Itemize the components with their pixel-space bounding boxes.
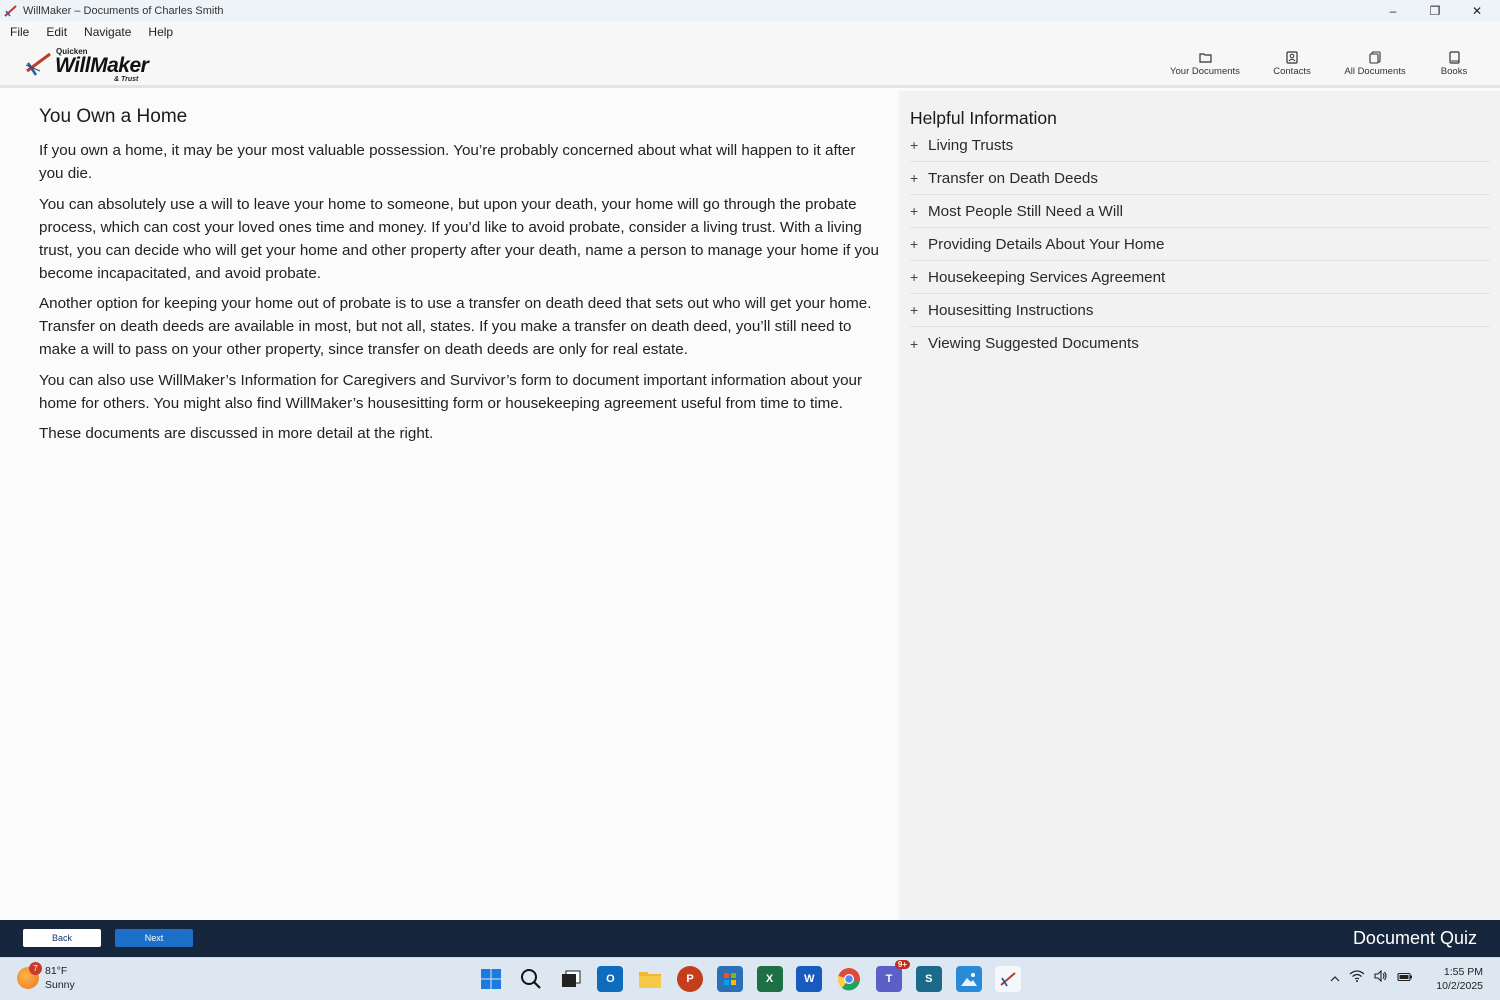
nav-contacts-label: Contacts [1273, 66, 1311, 77]
nav-books-label: Books [1440, 66, 1468, 77]
volume-icon[interactable] [1374, 970, 1388, 985]
teams-badge: 9+ [895, 960, 910, 969]
contacts-icon [1285, 50, 1299, 64]
documents-icon [1368, 50, 1382, 64]
paragraph: Another option for keeping your home out of probate is to use a transfer on death deed that sets out who will get your home. Transfer on death deeds are available in most, but not all, states. If you make a transfer on death deed, you’ll still need to make a will to pass on your other property, since transfer on death deeds are only for real estate. [39, 295, 872, 358]
paragraph: These documents are discussed in more detail at the right. [39, 425, 434, 442]
info-item-providing-details-about-your-home[interactable] [910, 228, 1490, 261]
info-item-viewing-suggested-documents[interactable] [910, 327, 1490, 360]
folder-icon [1198, 50, 1212, 64]
footer-bar [0, 920, 1500, 957]
expand-icon: + [910, 203, 919, 219]
menu-file[interactable]: File [10, 24, 30, 39]
expand-icon: + [910, 170, 919, 186]
task-view-icon[interactable] [558, 966, 584, 992]
teams-icon[interactable] [876, 960, 907, 992]
start-icon[interactable] [478, 966, 504, 992]
expand-icon: + [910, 236, 919, 252]
info-item-transfer-on-death-deeds[interactable] [910, 162, 1490, 195]
expand-icon: + [910, 335, 919, 352]
menu-bar [0, 21, 1500, 42]
nav-books[interactable] [1436, 50, 1472, 77]
close-button[interactable] [1456, 0, 1498, 21]
document-quiz-button[interactable]: Document Quiz [1352, 928, 1477, 948]
menu-help[interactable]: Help [148, 24, 174, 39]
powerpoint-label: P [686, 973, 694, 985]
expand-icon: + [910, 269, 919, 285]
next-button[interactable]: Next [115, 929, 193, 947]
word-icon[interactable] [796, 966, 822, 992]
helpful-information-list [910, 129, 1490, 360]
outlook-icon[interactable] [597, 966, 623, 992]
quill-logo-icon [24, 51, 54, 77]
nav-all-documents-label: All Documents [1344, 66, 1406, 77]
logo-willmaker-text: WillMaker [55, 54, 149, 77]
info-item-label: Housekeeping Services Agreement [928, 268, 1166, 286]
sway-icon[interactable] [916, 966, 942, 992]
weather-temp: 81°F [45, 965, 68, 977]
info-item-label: Living Trusts [928, 136, 1014, 154]
sway-label: S [925, 973, 933, 985]
willmaker-logo [24, 47, 164, 87]
panel-title: Helpful Information [910, 108, 1057, 128]
taskbar-apps [478, 960, 1035, 992]
outlook-label: O [606, 973, 615, 985]
photos-icon[interactable] [956, 966, 982, 992]
clock-time: 1:55 PM [1443, 966, 1483, 978]
logo-trust-text: & Trust [114, 76, 139, 83]
page-title: You Own a Home [39, 106, 188, 127]
info-item-housesitting-instructions[interactable] [910, 294, 1490, 327]
wifi-icon[interactable] [1349, 970, 1365, 985]
app-header [0, 42, 1500, 88]
taskbar [0, 957, 1500, 1000]
file-explorer-icon[interactable] [637, 966, 663, 992]
weather-badge: 7 [29, 962, 42, 975]
menu-navigate[interactable]: Navigate [84, 24, 132, 39]
excel-label: X [765, 973, 774, 985]
paragraph: You can absolutely use a will to leave your home to someone, but upon your death, your home will go through the probate process, which can cost your loved ones time and money. If you’d like to avoid probate, consider a living trust. With a living trust, you can decide who will get your home and other property after your death, name a person to manage your home if you become incapacitated, and avoid probate. [39, 195, 880, 282]
logo-quicken-text: Quicken [56, 47, 88, 56]
minimize-icon: – [1389, 3, 1397, 18]
taskbar-clock[interactable] [1436, 965, 1483, 993]
info-item-label: Transfer on Death Deeds [928, 169, 1098, 187]
powerpoint-icon[interactable] [677, 966, 703, 992]
nav-contacts[interactable] [1270, 50, 1314, 77]
back-button[interactable]: Back [23, 929, 101, 947]
page-body [39, 139, 879, 453]
nav-all-documents[interactable] [1342, 50, 1408, 77]
book-icon [1447, 50, 1461, 64]
nav-your-documents-label: Your Documents [1170, 66, 1240, 77]
willmaker-taskbar-icon[interactable] [995, 966, 1021, 992]
expand-icon: + [910, 137, 919, 153]
expand-icon: + [910, 302, 919, 318]
info-item-label: Viewing Suggested Documents [928, 335, 1139, 352]
chrome-icon[interactable] [836, 966, 862, 992]
teams-label: T [885, 973, 893, 985]
info-item-living-trusts[interactable] [910, 129, 1490, 162]
info-item-label: Providing Details About Your Home [928, 235, 1165, 253]
paragraph: If you own a home, it may be your most valuable possession. You’re probably concerned about what will happen to it after you die. [39, 142, 856, 182]
store-icon[interactable] [717, 966, 743, 992]
info-item-most-people-still-need-a-will[interactable] [910, 195, 1490, 228]
menu-edit[interactable]: Edit [46, 24, 68, 39]
nav-your-documents[interactable] [1170, 50, 1240, 77]
paragraph: You can also use WillMaker’s Information for Caregivers and Survivor’s form to document important information about your home for others. You might also find WillMaker’s housesitting form or housekeeping agreement useful from time to time. [39, 371, 863, 412]
excel-icon[interactable] [757, 966, 783, 992]
minimize-button[interactable] [1372, 0, 1414, 21]
maximize-button[interactable] [1414, 0, 1456, 21]
helpful-information-panel [899, 91, 1500, 920]
tray-chevron-icon[interactable] [1330, 971, 1340, 985]
weather-sun-icon [17, 964, 39, 989]
main-content [0, 91, 899, 920]
title-bar [0, 0, 1500, 21]
word-label: W [804, 973, 815, 985]
maximize-icon: ❐ [1429, 3, 1441, 18]
clock-date: 10/2/2025 [1436, 980, 1483, 992]
search-icon[interactable] [518, 966, 544, 992]
weather-widget[interactable] [17, 964, 75, 992]
close-icon: ✕ [1471, 3, 1483, 18]
info-item-housekeeping-services-agreement[interactable] [910, 261, 1490, 294]
willmaker-app-icon [4, 4, 18, 18]
info-item-label: Most People Still Need a Will [928, 202, 1123, 220]
system-tray [1330, 970, 1422, 985]
info-item-label: Housesitting Instructions [928, 301, 1094, 319]
window-title: WillMaker – Documents of Charles Smith [23, 4, 224, 17]
battery-icon[interactable] [1397, 971, 1413, 985]
weather-condition: Sunny [45, 979, 75, 991]
